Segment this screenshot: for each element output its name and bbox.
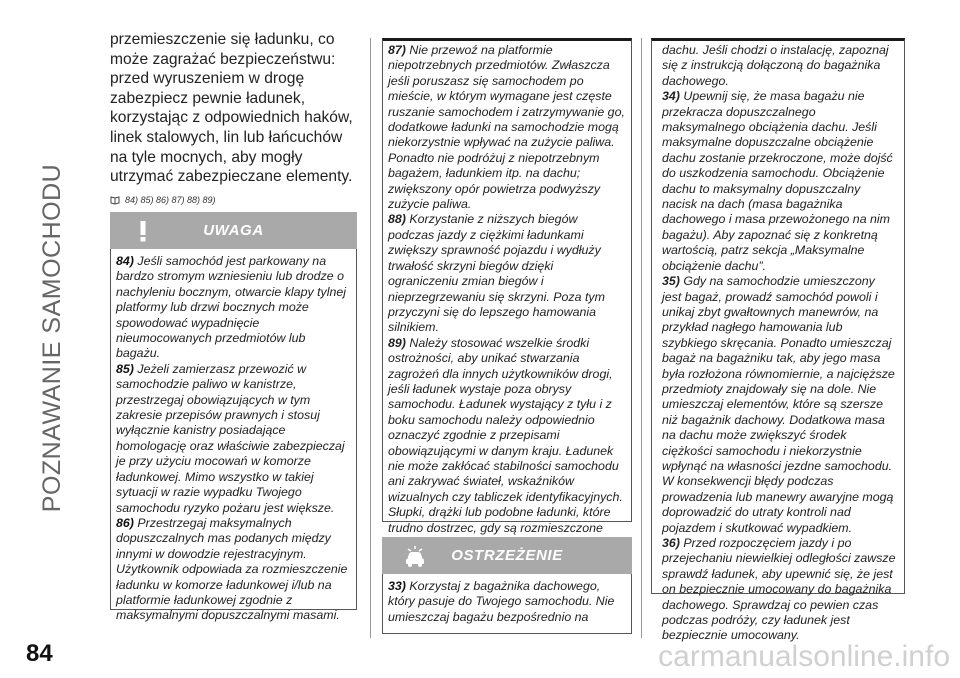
note-34: 34) Upewnij się, że masa bagażu nie przekracza dopuszczalnego maksymalnego obciążenia dachu. Jeśli maksymalne dopuszczalne obciążenie dachu zostanie przekroczone, może dojść do uszkodzenia samochodu. Obciążenie dachu to maksymalny dopuszczalny nacisk na dach (masa bagażnika dachowego i masa przewożonego na nim bagażu). Aby zapoznać się z konkretną wartością, patrz sekcja „Maksymalne obciążenie dachu”. — [662, 89, 893, 273]
uwaga-title: UWAGA — [203, 222, 264, 239]
intro-column — [110, 30, 360, 205]
uwaga-notes — [110, 249, 357, 623]
intro-paragraph: przemieszczenie się ładunku, co może zagrażać bezpieczeństwu: przed wyruszeniem w drogę zabezpiecz pewnie ładunek, korzystając z odpowiednich haków, linek stalowych, lin lub łańcuchów na tyle mocnych, aby mogły utrzymać zabezpieczane elementy. — [110, 31, 353, 186]
note-85: 85) Jeżeli zamierzasz przewozić w samochodzie paliwo w kanistrze, przestrzegaj obowiązujących w tym zakresie przepisów prawnych i stosuj wyłącznie kanistry posiadające homologację oraz właściwie zabezpieczaj je przy użyciu mocowań w komorze ładunkowej. Mimo wszystko w takiej sytuacji w razie wypadku Twojego samochodu ryzyko pożaru jest większe. — [116, 361, 345, 515]
ostrzezenie-notes-continued — [651, 38, 905, 643]
book-reference-icon — [110, 195, 120, 205]
note-86: 86) Przestrzegaj maksymalnych dopuszczalnych mas podanych między innymi w dowodzie rejestracyjnym. Użytkownik odpowiada za rozmieszczenie ładunku w komorze ładunkowej i/lub na platformie ładunkowej zgodnie z maksymalnymi dopuszczalnymi masami. — [116, 515, 348, 623]
column-divider — [370, 38, 371, 638]
note-33-continuation: dachu. Jeśli chodzi o instalację, zapoznaj się z instrukcją dołączoną do bagażnika dachowego. — [662, 43, 889, 88]
note-84: 84) Jeśli samochód jest parkowany na bardzo stromym wzniesieniu lub drodze o nachyleniu bocznym, otwarcie klapy tylnej platformy lub drzwi bocznych może spowodować wypadnięcie nieumocowanych przedmiotów lub bagażu. — [116, 254, 347, 361]
watermark: carmanualsonline.info — [658, 640, 950, 673]
note-88: 88) Korzystanie z niższych biegów podczas jazdy z ciężkimi ładunkami zwiększy sprawność pojazdu i wydłuży trwałość skrzyni biegów dzięki ograniczeniu zmian biegów i nieprzegrzewaniu się skrzyni. Poza tym przyczyni się do lepszego hamowania silnikiem. — [388, 212, 605, 335]
uwaga-header — [110, 212, 357, 249]
note-35: 35) Gdy na samochodzie umieszczony jest bagaż, prowadź samochód powoli i unikaj zbyt gwałtownych manewrów, na przykład nagłego hamowania lub szybkiego skręcania. Ponadto umieszczaj bagaż na bagażniku tak, aby jego masa była rozłożona równomiernie, a najcięższe przedmioty znajdowały się na dole. Nie umieszczaj elementów, które są szersze niż bagażnik dachowy. Dodatkowa masa na dachu może zwiększyć środek ciężkości samochodu i niekorzystnie wpłynąć na własności jezdne samochodu. W konsekwencji błędy podczas prowadzenia lub manewry awaryjne mogą doprowadzić do utraty kontroli nad pojazdem i skutkować wypadkiem. — [662, 274, 895, 535]
reference-list — [110, 195, 360, 205]
ostrzezenie-header — [382, 537, 632, 574]
section-side-title: POZNAWANIE SAMOCHODU — [38, 163, 66, 513]
column-divider — [641, 38, 642, 638]
uwaga-notes-continued — [382, 38, 632, 535]
page-number: 84 — [26, 640, 53, 667]
reference-numbers: 84) 85) 86) 87) 88) 89) — [125, 194, 216, 205]
ostrzezenie-title: OSTRZEŻENIE — [451, 547, 563, 564]
note-89: 89) Należy stosować wszelkie środki ostrożności, aby unikać stwarzania zagrożeń dla innych użytkowników drogi, jeśli ładunek wystaje poza obrysy samochodu. Ładunek wystający z tyłu i z boku samochodu należy odpowiednio oznaczyć zgodnie z przepisami obowiązującymi w danym kraju. Ładunek nie może zakłócać stabilności samochodu ani zakrywać świateł, wskaźników wizualnych czy tabliczek identyfikacyjnych. Słupki, drążki lub podobne ładunki, które trudno dostrzec, gdy są rozmieszczone — [388, 335, 623, 535]
note-36: 36) Przed rozpoczęciem jazdy i po przejechaniu niewielkiej odległości zawsze sprawdź ładunek, aby upewnić się, że jest on bezpiecznie umocowany do bagażnika dachowego. Sprawdzaj co pewien czas podczas podróży, czy ładunek jest bezpiecznie umocowany. — [662, 536, 896, 643]
ostrzezenie-notes — [382, 574, 632, 634]
note-87: 87) Nie przewoź na platformie niepotrzebnych przedmiotów. Zwłaszcza jeśli poruszasz się samochodem po mieście, w którym wymagane jest częste ruszanie samochodem i zatrzymywanie go, dodatkowe ładunki na samochodzie mogą niekorzystnie wpływać na zużycie paliwa. Ponadto nie podróżuj z niepotrzebnym bagażem, ładunkiem itp. na dachu; zwiększony opór powietrza podwyższy zużycie paliwa. — [388, 43, 625, 212]
note-33: 33) Korzystaj z bagażnika dachowego, który pasuje do Twojego samochodu. Nie umieszczaj bagażu bezpośrednio na — [388, 579, 615, 624]
